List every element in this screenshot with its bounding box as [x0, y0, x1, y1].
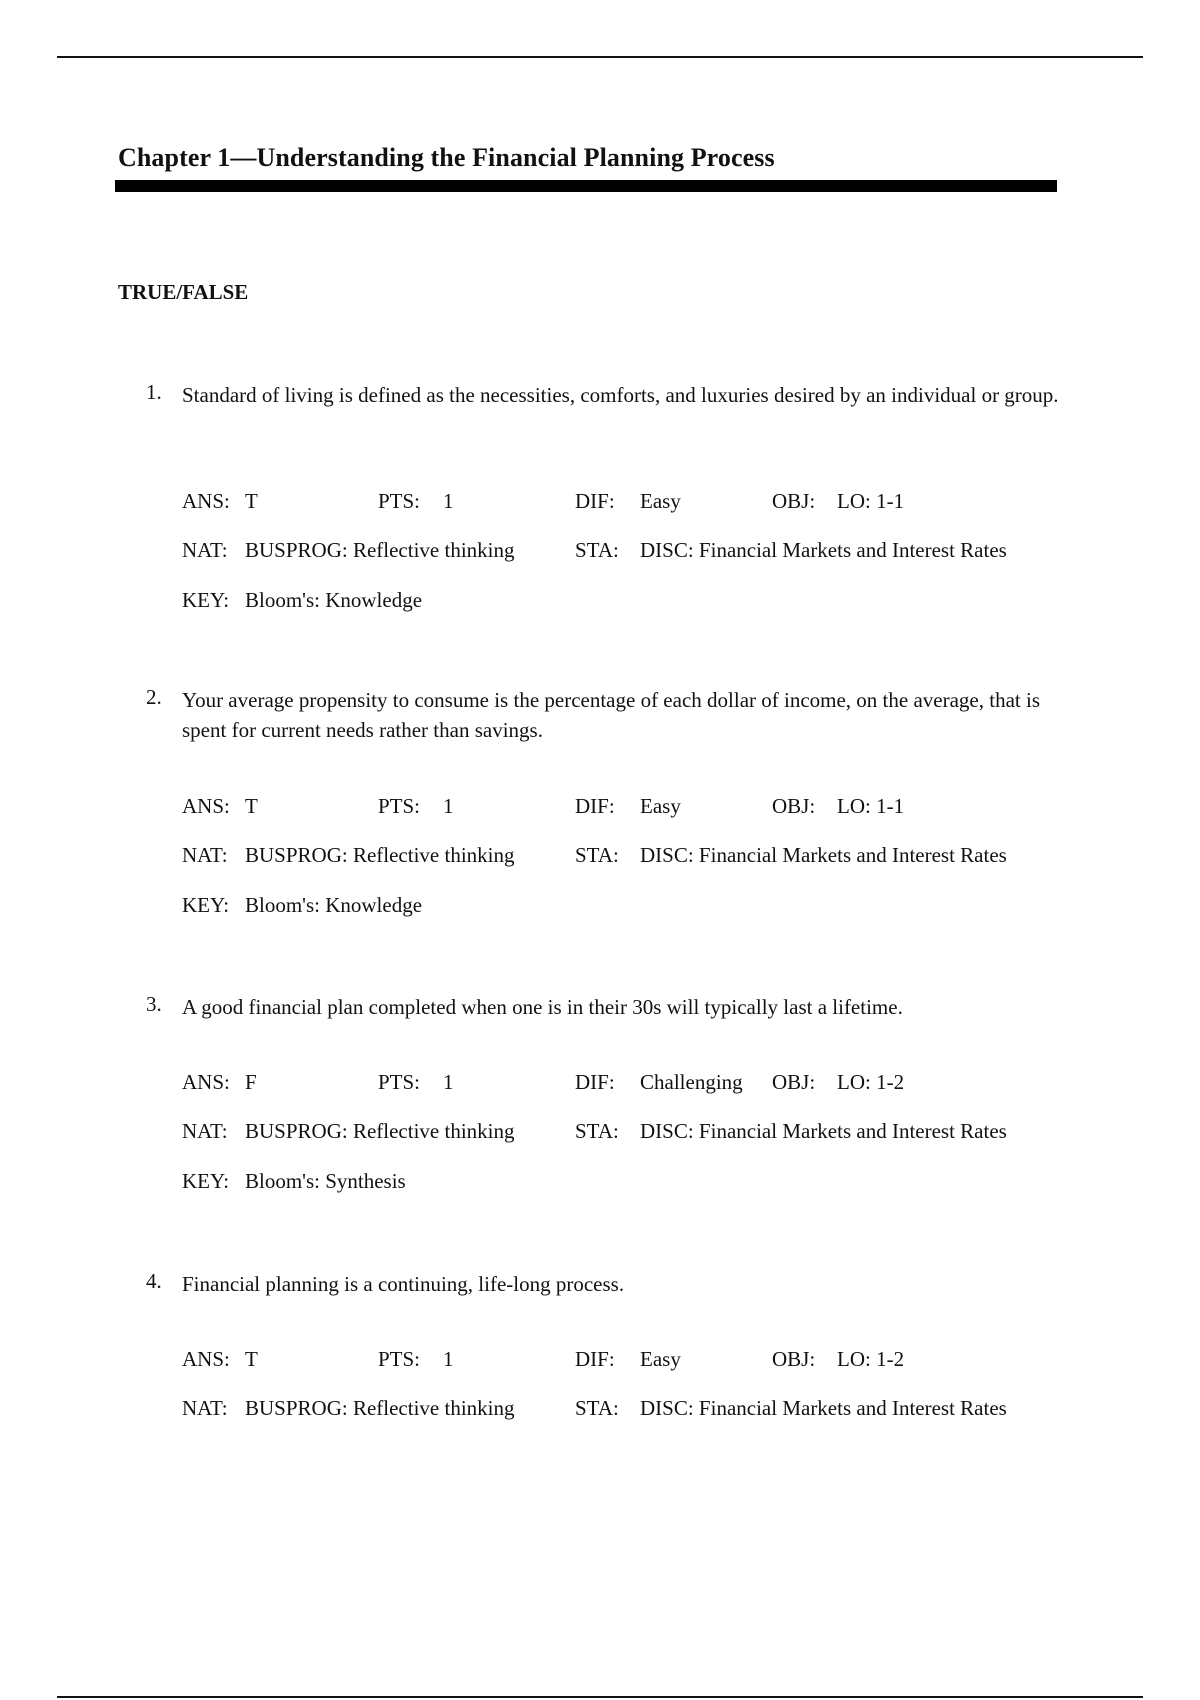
question-text: Your average propensity to consume is the percentage of each dollar of income, on the average, that is spent for current needs rather than savings. — [182, 688, 1040, 742]
sta-value: DISC: Financial Markets and Interest Rates — [640, 1119, 1007, 1143]
dif-label: DIF: — [575, 1347, 615, 1371]
top-rule — [57, 56, 1143, 58]
nat-value: BUSPROG: Reflective thinking — [245, 843, 515, 867]
ans-value: F — [245, 1070, 257, 1094]
sta-value: DISC: Financial Markets and Interest Rates — [640, 538, 1007, 562]
dif-label: DIF: — [575, 489, 615, 513]
key-value: Bloom's: Knowledge — [245, 588, 423, 612]
ans-label: ANS: — [182, 1070, 230, 1094]
section-heading: TRUE/FALSE — [118, 280, 249, 304]
pts-value: 1 — [443, 1070, 454, 1094]
pts-value: 1 — [443, 1347, 454, 1371]
nat-value: BUSPROG: Reflective thinking — [245, 1396, 515, 1420]
bottom-rule — [57, 1696, 1143, 1698]
obj-label: OBJ: — [772, 489, 816, 513]
key-value: Bloom's: Synthesis — [245, 1169, 406, 1193]
ans-label: ANS: — [182, 1347, 230, 1371]
obj-value: LO: 1-2 — [837, 1347, 905, 1371]
question-number: 2. — [146, 685, 162, 709]
ans-value: T — [245, 1347, 258, 1371]
dif-value: Easy — [640, 794, 681, 818]
dif-value: Easy — [640, 489, 681, 513]
chapter-title: Chapter 1—Understanding the Financial Planning Process — [118, 143, 775, 172]
sta-value: DISC: Financial Markets and Interest Rates — [640, 1396, 1007, 1420]
question-text: A good financial plan completed when one is in their 30s will typically last a lifetime. — [182, 995, 903, 1019]
nat-value: BUSPROG: Reflective thinking — [245, 538, 515, 562]
nat-label: NAT: — [182, 1119, 228, 1143]
nat-value: BUSPROG: Reflective thinking — [245, 1119, 515, 1143]
question-number: 3. — [146, 992, 162, 1016]
dif-label: DIF: — [575, 794, 615, 818]
ans-value: T — [245, 489, 258, 513]
ans-label: ANS: — [182, 794, 230, 818]
sta-label: STA: — [575, 1119, 619, 1143]
obj-label: OBJ: — [772, 1347, 816, 1371]
nat-label: NAT: — [182, 1396, 228, 1420]
nat-label: NAT: — [182, 538, 228, 562]
sta-label: STA: — [575, 1396, 619, 1420]
sta-label: STA: — [575, 538, 619, 562]
key-label: KEY: — [182, 1169, 230, 1193]
ans-label: ANS: — [182, 489, 230, 513]
question-text: Financial planning is a continuing, life-long process. — [182, 1272, 625, 1296]
pts-label: PTS: — [378, 1070, 421, 1094]
sta-label: STA: — [575, 843, 619, 867]
pts-value: 1 — [443, 489, 454, 513]
pts-label: PTS: — [378, 794, 421, 818]
key-label: KEY: — [182, 588, 230, 612]
obj-label: OBJ: — [772, 794, 816, 818]
dif-value: Challenging — [640, 1070, 743, 1094]
question-number: 4. — [146, 1269, 162, 1293]
pts-label: PTS: — [378, 489, 421, 513]
nat-label: NAT: — [182, 843, 228, 867]
pts-label: PTS: — [378, 1347, 421, 1371]
obj-value: LO: 1-2 — [837, 1070, 905, 1094]
obj-value: LO: 1-1 — [837, 794, 905, 818]
dif-value: Easy — [640, 1347, 681, 1371]
key-value: Bloom's: Knowledge — [245, 893, 423, 917]
obj-label: OBJ: — [772, 1070, 816, 1094]
ans-value: T — [245, 794, 258, 818]
sta-value: DISC: Financial Markets and Interest Rates — [640, 843, 1007, 867]
dif-label: DIF: — [575, 1070, 615, 1094]
pts-value: 1 — [443, 794, 454, 818]
key-label: KEY: — [182, 893, 230, 917]
obj-value: LO: 1-1 — [837, 489, 905, 513]
question-number: 1. — [146, 380, 162, 404]
title-underline-bar — [115, 180, 1057, 192]
question-text: Standard of living is defined as the necessities, comforts, and luxuries desired by an individual or group. — [182, 383, 1059, 407]
